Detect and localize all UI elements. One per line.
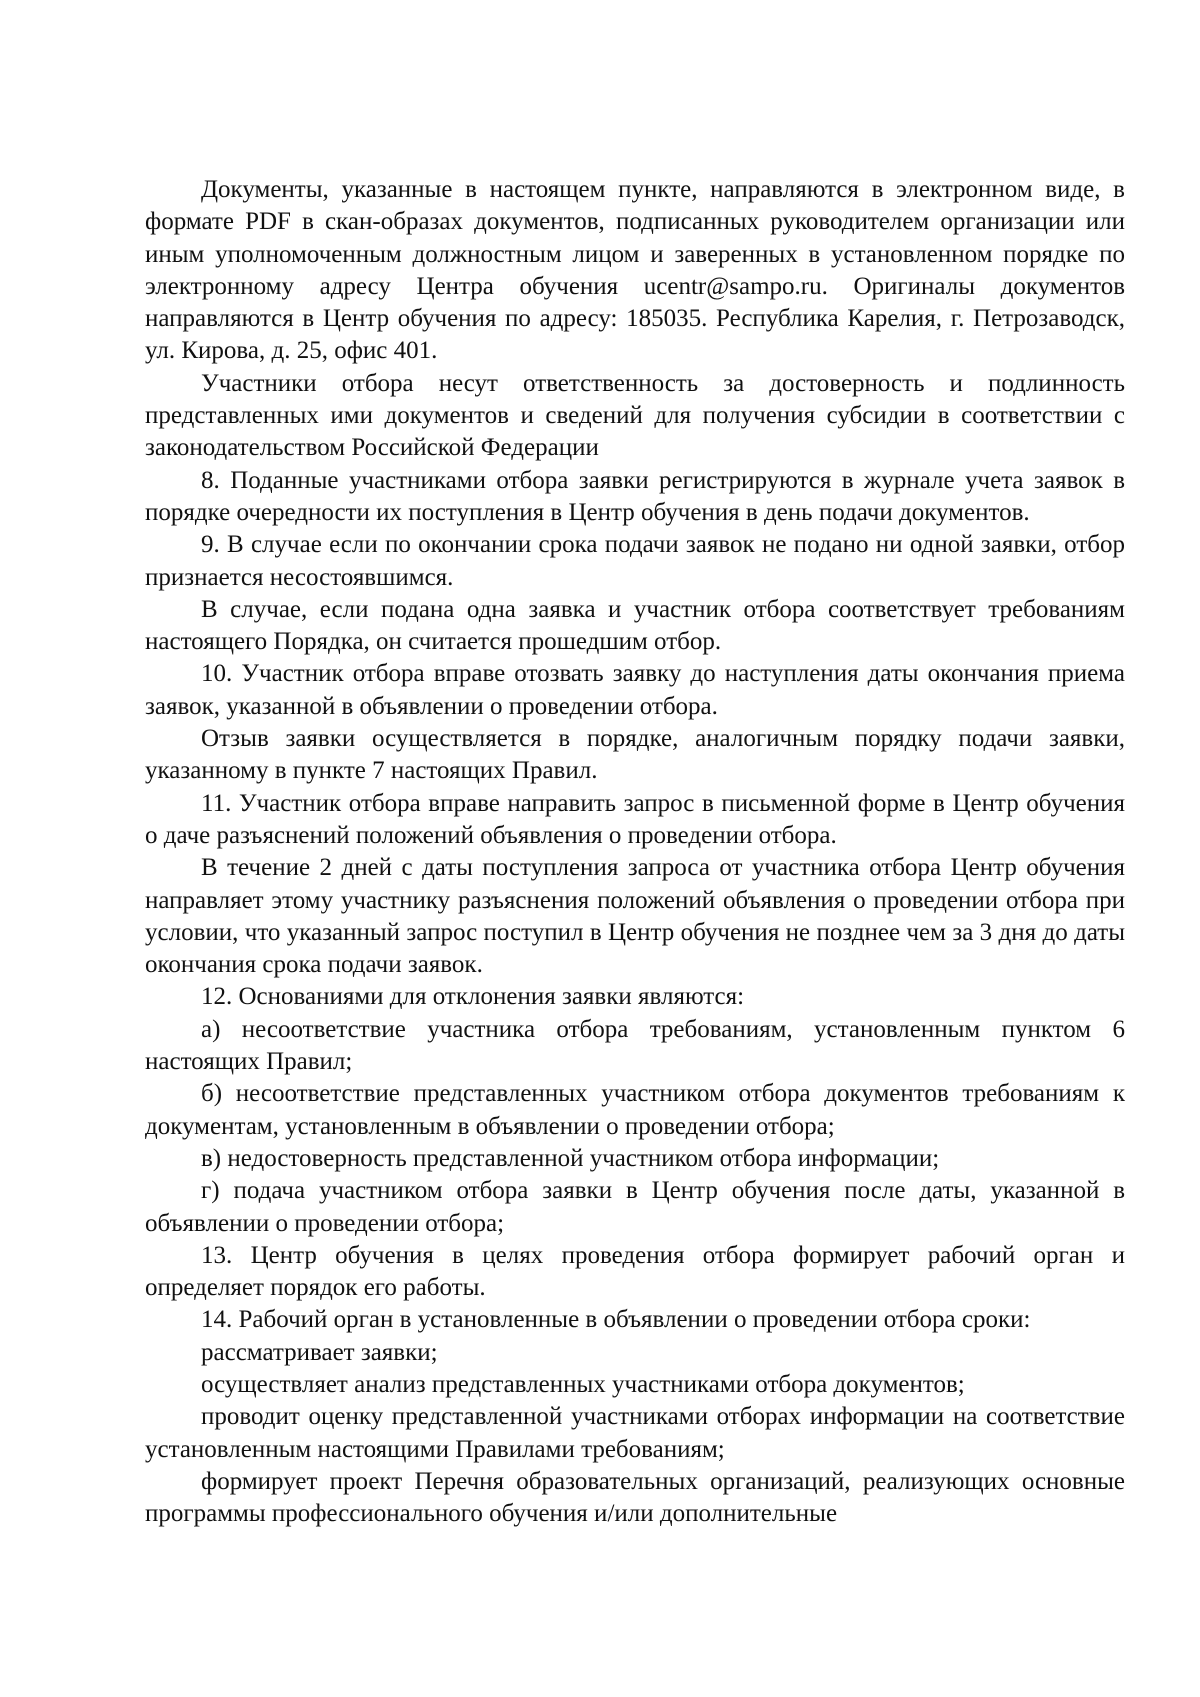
paragraph-withdrawal: Отзыв заявки осуществляется в порядке, аналогичным порядку подачи заявки, указанному в пункте 7 настоящих Правил. <box>145 725 1125 785</box>
paragraph-item-8: 8. Поданные участниками отбора заявки регистрируются в журнале учета заявок в порядке очередности их поступления в Центр обучения в день подачи документов. <box>145 466 1125 526</box>
paragraph-reason-a: а) несоответствие участника отбора требованиям, установленным пунктом 6 настоящих Правил; <box>145 1015 1125 1076</box>
paragraph-item-13: 13. Центр обучения в целях проведения отбора формирует рабочий орган и определяет порядок его работы. <box>145 1241 1125 1302</box>
paragraph-reviews-applications: рассматривает заявки; <box>201 1338 438 1366</box>
paragraph-evaluates-information: проводит оценку представленной участниками отборах информации на соответствие установленным настоящими Правилами требованиям; <box>145 1403 1125 1463</box>
paragraph-single-application: В случае, если подана одна заявка и участник отбора соответствует требованиям настоящего Порядка, он считается прошедшим отбор. <box>145 595 1125 656</box>
paragraph-reason-g: г) подача участником отбора заявки в Центр обучения после даты, указанной в объявлении о проведении отбора; <box>145 1177 1125 1237</box>
paragraph-documents-submission: Документы, указанные в настоящем пункте, направляются в электронном виде, в формате PDF в скан-образах документов, подписанных руководителем организации или иным уполномоченным должностным лицом и заверенных в установленном порядке по электронному адресу Центра обучения ucentr@sampo.ru. Оригиналы документов направляются в Центр обучения по адресу: 185035. Республика Карелия, г. Петрозаводск, ул. Кирова, д. 25, офис 401. <box>145 176 1125 365</box>
paragraph-item-14: 14. Рабочий орган в установленные в объявлении о проведении отбора сроки: <box>201 1306 1031 1334</box>
paragraph-responsibility: Участники отбора несут ответственность за достоверность и подлинность представленных ими документов и сведений для получения субсидии в соответствии с законодательством Российской Федерации <box>145 369 1125 462</box>
document-page <box>145 174 1125 1530</box>
paragraph-analyzes-documents: осуществляет анализ представленных участниками отбора документов; <box>201 1370 965 1398</box>
paragraph-item-11: 11. Участник отбора вправе направить запрос в письменной форме в Центр обучения о даче разъяснений положений объявления о проведении отбора. <box>145 789 1125 849</box>
paragraph-reason-b: б) несоответствие представленных участником отбора документов требованиям к документам, установленным в объявлении о проведении отбора; <box>145 1080 1125 1140</box>
paragraph-item-9: 9. В случае если по окончании срока подачи заявок не подано ни одной заявки, отбор признается несостоявшимся. <box>145 531 1125 591</box>
paragraph-reason-v: в) недостоверность представленной участником отбора информации; <box>201 1144 940 1172</box>
paragraph-item-10: 10. Участник отбора вправе отозвать заявку до наступления даты окончания приема заявок, указанной в объявлении о проведении отбора. <box>145 660 1125 720</box>
paragraph-forms-list: формирует проект Перечня образовательных организаций, реализующих основные программы профессионального обучения и/или дополнительные <box>145 1467 1125 1528</box>
paragraph-item-12: 12. Основаниями для отклонения заявки являются: <box>201 983 745 1011</box>
paragraph-clarifications: В течение 2 дней с даты поступления запроса от участника отбора Центр обучения направляет этому участнику разъяснения положений объявления о проведении отбора при условии, что указанный запрос поступил в Центр обучения не позднее чем за 3 дня до даты окончания срока подачи заявок. <box>145 854 1125 979</box>
